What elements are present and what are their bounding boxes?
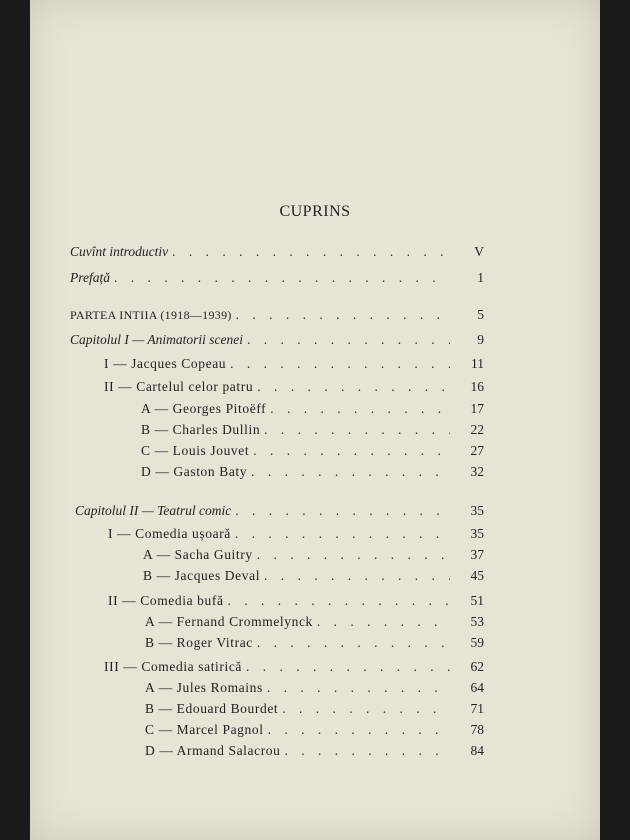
dot-leader	[257, 379, 450, 395]
toc-page-number: 53	[470, 614, 484, 629]
dot-leader	[264, 422, 450, 438]
toc-page-number: 1	[477, 270, 484, 285]
toc-entry	[70, 307, 484, 323]
toc-entry	[75, 503, 484, 519]
toc-entry-title: A — Sacha Guitry	[143, 547, 253, 562]
toc-page-number: 16	[470, 379, 484, 394]
toc-entry-title: B — Charles Dullin	[141, 422, 261, 437]
dot-leader	[235, 503, 450, 519]
toc-entry-title: A — Georges Pitoëff	[141, 401, 267, 416]
toc-entry-title: I — Comedia ușoară	[108, 526, 231, 541]
toc-entry	[145, 743, 484, 759]
toc-page-number: 37	[470, 547, 484, 562]
toc-page-number: 22	[470, 422, 484, 437]
toc-entry	[108, 526, 484, 542]
toc-entry-title: B — Edouard Bourdet	[145, 701, 279, 716]
dot-leader	[246, 659, 450, 675]
toc-entry	[143, 547, 484, 563]
dot-leader	[236, 307, 450, 323]
dot-leader	[268, 722, 450, 738]
toc-page-number: 32	[470, 464, 484, 479]
toc-entry	[141, 443, 484, 459]
dot-leader	[317, 614, 450, 630]
dot-leader	[257, 547, 450, 563]
toc-entry	[141, 422, 484, 438]
toc-page-number: 27	[470, 443, 484, 458]
dot-leader	[230, 356, 450, 372]
toc-page-number: 64	[470, 680, 484, 695]
toc-page-number: 45	[470, 568, 484, 583]
dot-leader	[114, 270, 450, 286]
toc-entry	[70, 270, 484, 286]
toc-page-number: 17	[470, 401, 484, 416]
dot-leader	[172, 244, 450, 260]
toc-entry-title: Capitolul II — Teatrul comic	[75, 503, 232, 518]
toc-page-number: 35	[470, 526, 484, 541]
toc-entry-title: B — Roger Vitrac	[145, 635, 253, 650]
toc-entry-title: II — Cartelul celor patru	[104, 379, 254, 394]
toc-page-number: V	[474, 244, 484, 259]
toc-entry	[104, 379, 484, 395]
toc-entry-title: III — Comedia satirică	[104, 659, 243, 674]
toc-page-number: 5	[477, 307, 484, 322]
page-title: CUPRINS	[279, 203, 351, 220]
toc-entry-title: D — Armand Salacrou	[145, 743, 281, 758]
book-page	[30, 0, 600, 840]
toc-entry-title: Prefață	[70, 270, 110, 285]
toc-page-number: 62	[470, 659, 484, 674]
dot-leader	[267, 680, 450, 696]
toc-entry-title: D — Gaston Baty	[141, 464, 248, 479]
toc-page-number: 78	[470, 722, 484, 737]
toc-entry	[108, 593, 484, 609]
toc-entry	[145, 680, 484, 696]
toc-entry	[104, 659, 484, 675]
toc-entry	[70, 244, 484, 260]
toc-entry	[70, 332, 484, 348]
dot-leader	[253, 443, 450, 459]
toc-entry-title: I — Jacques Copeau	[104, 356, 227, 371]
toc-entry	[141, 401, 484, 417]
dot-leader	[247, 332, 450, 348]
toc-entry-title: C — Louis Jouvet	[141, 443, 250, 458]
dot-leader	[251, 464, 450, 480]
toc-page-number: 71	[470, 701, 484, 716]
toc-entry	[145, 635, 484, 651]
toc-entry-title: II — Comedia bufă	[108, 593, 224, 608]
toc-page-number: 9	[477, 332, 484, 347]
toc-entry	[141, 464, 484, 480]
toc-entry-title: PARTEA INTIIA (1918—1939)	[70, 308, 232, 322]
toc-entry	[145, 722, 484, 738]
toc-entry-title: B — Jacques Deval	[143, 568, 261, 583]
dot-leader	[270, 401, 450, 417]
dot-leader	[285, 743, 451, 759]
toc-page-number: 84	[470, 743, 484, 758]
toc-entry	[145, 614, 484, 630]
toc-entry	[145, 701, 484, 717]
toc-entry-title: Cuvînt introductiv	[70, 244, 169, 259]
toc-page-number: 35	[470, 503, 484, 518]
toc-entry	[143, 568, 484, 584]
toc-page-number: 11	[471, 356, 484, 371]
dot-leader	[282, 701, 450, 717]
dot-leader	[257, 635, 450, 651]
toc-entry-title: A — Fernand Crommelynck	[145, 614, 313, 629]
dot-leader	[235, 526, 450, 542]
dot-leader	[264, 568, 450, 584]
toc-entry-title: Capitolul I — Animatorii scenei	[70, 332, 243, 347]
toc-page-number: 51	[470, 593, 484, 608]
toc-page-number: 59	[470, 635, 484, 650]
toc-entry-title: A — Jules Romains	[145, 680, 263, 695]
dot-leader	[228, 593, 450, 609]
toc-entry	[104, 356, 484, 372]
toc-entry-title: C — Marcel Pagnol	[145, 722, 264, 737]
